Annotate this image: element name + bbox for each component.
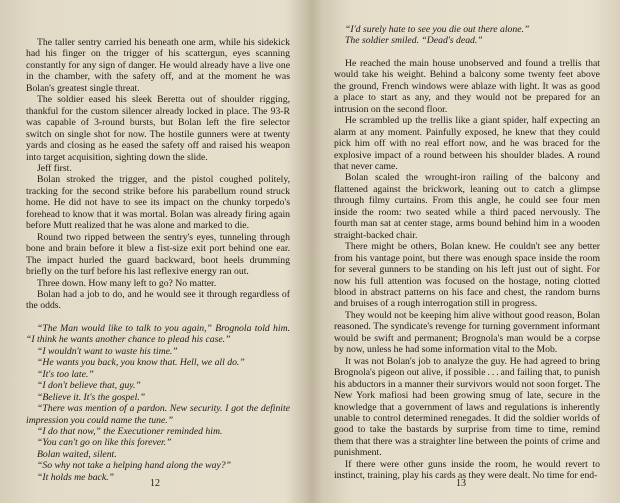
right-page <box>310 0 620 503</box>
paragraph: The soldier eased his sleek Beretta out of shoulder rigging, thankful for the custom silencer already locked in place. The 93-R was capable of 3-round bursts, but Bolan left the fire selector switch on single shot for now. The hostile gunners were at twenty yards and closing as he eased the safety off and raised his weapon into target acquisition, sighting down the slide. <box>26 94 290 163</box>
dialogue-paragraph: “You can't go on like this forever.” <box>37 437 172 449</box>
paragraph: Bolan stroked the trigger, and the pistol coughed politely, tracking for the second strike before his parabellum round struck home. He did not have to see its impact on the chunky torpedo's forehead to know that it was mortal. Bolan was already firing again before Mutt realized that he was alone and marked to die. <box>26 174 290 232</box>
dialogue-paragraph: “It's too late.” <box>37 368 94 380</box>
dialogue-paragraph: “I do that now,” the Executioner reminded him. <box>37 425 223 437</box>
paragraph: Round two ripped between the sentry's eyes, tunneling through bone and brain before it blew a fist-size exit port behind one ear. The impact hurled the guard backward, boot heels drumming briefly on the turf before his last reflexive energy ran out. <box>26 231 290 278</box>
dialogue-paragraph: “The Man would like to talk to you again,” Brognola told him. “I think he wants another chance to plead his case.” <box>26 322 290 346</box>
dialogue-paragraph: “He wants you back, you know that. Hell, we all do.” <box>37 357 245 369</box>
paragraph: If there were other guns inside the room, he would revert to instinct, training, play his cards as they were dealt. No time for end- <box>334 458 600 482</box>
right-page-text <box>334 24 600 482</box>
dialogue-paragraph: “I'd surely hate to see you die out there alone.” <box>345 24 530 35</box>
dialogue-paragraph: “Believe it. It's the gospel.” <box>37 391 146 403</box>
section-break <box>334 47 600 58</box>
dialogue-paragraph: Bolan waited, silent. <box>37 448 117 460</box>
paragraph: It was not Bolan's job to analyze the guy. He had agreed to bring Brognola's pigeon out alive, if possible . . . and failing that, to punish his abductors in a manner their survivors would not soon forget. The New York mafiosi had been growing smug of late, secure in the knowledge that a government of laws and regulations is inherently unable to control determined renegades. It did the soldier worlds of good to take the bastards by surprise from time to time, remind them that there was a straighter line between the points of crime and punishment. <box>334 355 600 459</box>
page-number-left: 12 <box>150 478 160 489</box>
dialogue-paragraph: The soldier smiled. “Dead's dead.” <box>345 35 483 47</box>
paragraph: Bolan scaled the wrought-iron railing of the balcony and flattened against the brickwork, leaning out to catch a glimpse through filmy curtains. From this angle, he could see four men inside the room: two seated while a third paced nervously. The fourth man sat at center stage, arms bound behind him in a wooden straight-backed chair. <box>334 172 600 241</box>
paragraph: Three down. How many left to go? No matter. <box>37 277 217 289</box>
dialogue-paragraph: “I wouldn't want to waste his time.” <box>37 345 178 357</box>
paragraph: The taller sentry carried his beneath one arm, while his sidekick had his finger on the trigger of his scattergun, eyes scanning constantly for any sign of danger. He would already have a live one in the chamber, with the safety off, and at the moment he was Bolan's greatest single threat. <box>26 37 290 94</box>
paragraph: He reached the main house unobserved and found a trellis that would take his weight. Behind a balcony some twenty feet above the ground, French windows were ablaze with light. It was as good a place to start as any, and they would not be prepared for an intrusion on the second floor. <box>334 57 600 115</box>
dialogue-paragraph: “It holds me back.” <box>37 471 114 483</box>
dialogue-paragraph: “There was mention of a pardon. New security. I got the definite impression you could name the tune.” <box>26 403 290 426</box>
section-break <box>26 312 290 323</box>
dialogue-paragraph: “I don't believe that, guy.” <box>37 380 141 392</box>
paragraph: They would not be keeping him alive without good reason, Bolan reasoned. The syndicate's revenge for turning government informant would be swift and permanent; Brognola's man would be a corpse by now, unless he had some information vital to the Mob. <box>334 309 600 356</box>
page-number-right: 13 <box>456 478 466 489</box>
paragraph: There might be others, Bolan knew. He couldn't see any better from his vantage point, but there was enough space inside the room for several gunners to be standing on his left just out of sight. For now his full attention was focused on the hostage, noting clotted blood in abstract patterns on his face and chest, the random burns and bruises of a rough interrogation still in progress. <box>334 241 600 310</box>
paragraph: Bolan had a job to do, and he would see it through regardless of the odds. <box>26 288 290 312</box>
dialogue-paragraph: “So why not take a helping hand along the way?” <box>37 460 232 472</box>
paragraph: Jeff first. <box>37 162 72 174</box>
left-page-text <box>26 37 290 483</box>
paragraph: He scrambled up the trellis like a giant spider, half expecting an alarm at any moment. Painfully exposed, he knew that they could pick him off with no real effort now, and he was braced for the explosive impact of a round between his shoulder blades. A round that never came. <box>334 115 600 172</box>
